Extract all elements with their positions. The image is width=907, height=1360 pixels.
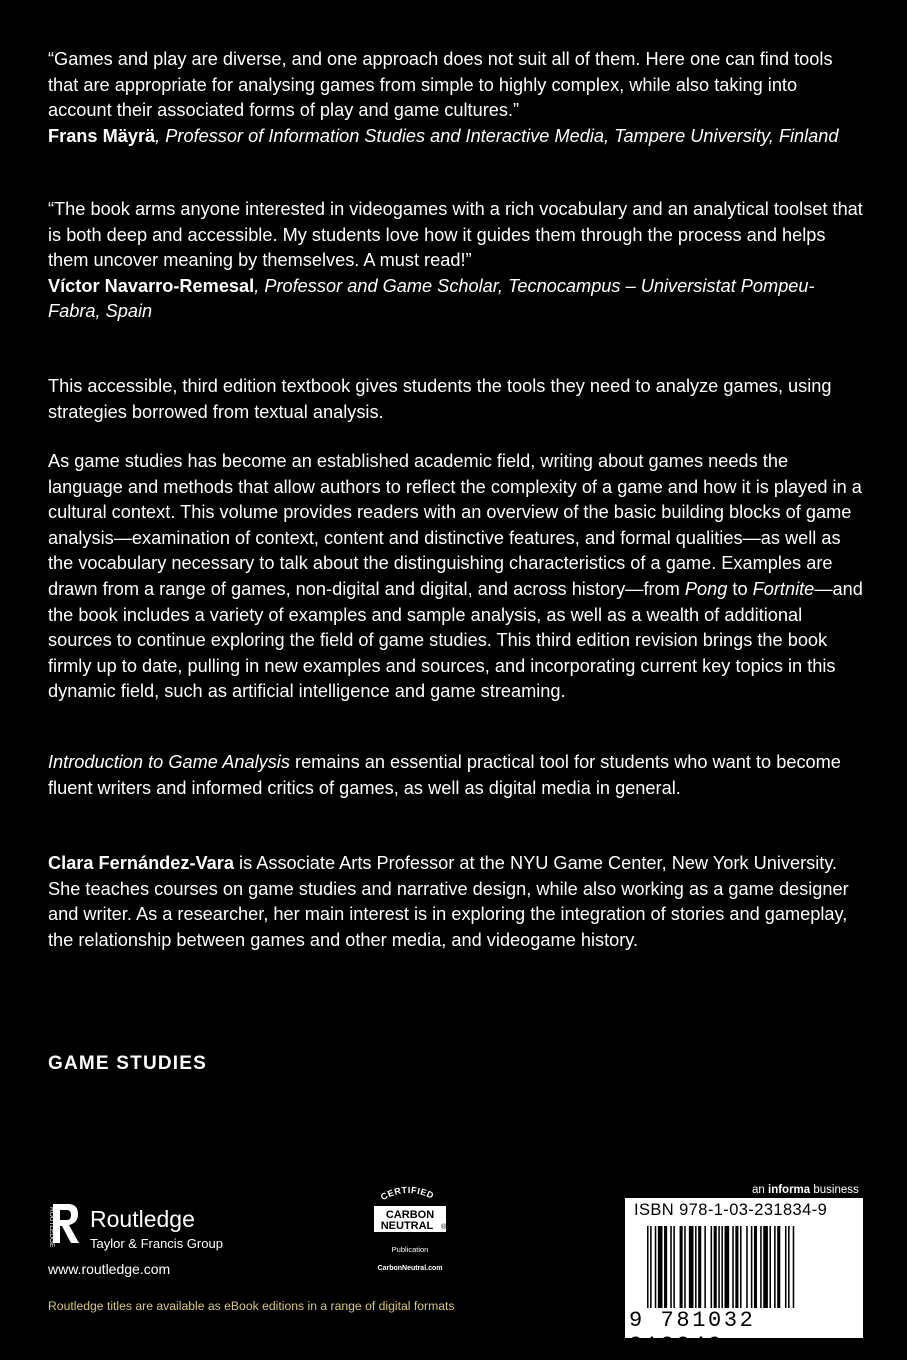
author-bio bbox=[48, 851, 863, 953]
barcode-bar bbox=[684, 1226, 686, 1308]
barcode-bar bbox=[650, 1226, 652, 1308]
quote-text: “Games and play are diverse, and one approach does not suit all of them. Here one can find tools that are appropriate for analysing games from simple to highly complex, while also taking into account their associated forms of play and game cultures.” bbox=[48, 49, 833, 121]
informa-brand: informa bbox=[768, 1184, 811, 1196]
barcode-bar bbox=[769, 1226, 771, 1308]
badge-url: CarbonNeutral.com bbox=[377, 1265, 443, 1272]
badge-carbon: CARBON bbox=[385, 1209, 435, 1221]
barcode-bar bbox=[725, 1226, 730, 1308]
barcode-bar bbox=[777, 1226, 780, 1308]
badge-certified: CERTIFIED bbox=[378, 1184, 436, 1203]
testimonial-2 bbox=[48, 197, 863, 325]
barcode-bar bbox=[670, 1226, 672, 1308]
informa-suffix: business bbox=[810, 1184, 859, 1196]
body-text: —and the book includes a variety of examples and sample analysis, as well as a wealth of additional sources to continue exploring the field of game studies. This third edition revision brings the book firmly up to date, pulling in new examples and sources, and incorporating current key topics in this dynamic field, such as artificial intelligence and game streaming. bbox=[48, 578, 863, 702]
barcode-panel bbox=[625, 1198, 863, 1358]
badge-registered: ® bbox=[441, 1224, 447, 1231]
body-text: to bbox=[727, 578, 753, 599]
quote-author: Frans Mäyrä bbox=[48, 125, 156, 146]
informa-tagline bbox=[752, 1184, 859, 1196]
badge-neutral: NEUTRAL bbox=[380, 1220, 434, 1232]
testimonial-1 bbox=[48, 47, 863, 149]
barcode-bar bbox=[704, 1226, 706, 1308]
barcode-bar bbox=[714, 1226, 717, 1308]
barcode-bar bbox=[785, 1226, 787, 1308]
barcode-bar bbox=[793, 1226, 795, 1308]
publisher-url: www.routledge.com bbox=[48, 1261, 171, 1277]
barcode-bar bbox=[774, 1226, 776, 1308]
barcode-bar bbox=[740, 1226, 742, 1308]
logo-lettering: ROUTLEDGE bbox=[48, 1207, 55, 1248]
description-intro: This accessible, third edition textbook gives students the tools they need to analyze games, using strategies borrowed from textual analysis. bbox=[48, 376, 832, 422]
quote-author: Víctor Navarro-Remesal bbox=[48, 275, 255, 296]
barcode-bar bbox=[751, 1226, 753, 1308]
description-closing bbox=[48, 750, 863, 801]
isbn-label: ISBN 978-1-03-231834-9 bbox=[634, 1201, 828, 1219]
publisher-group: Taylor & Francis Group bbox=[90, 1236, 223, 1251]
game-title-pong: Pong bbox=[684, 578, 728, 599]
barcode-bar bbox=[721, 1226, 723, 1308]
barcode-bar bbox=[658, 1226, 663, 1308]
barcode-bar bbox=[673, 1226, 675, 1308]
barcode-bar bbox=[735, 1226, 738, 1308]
description-body bbox=[48, 449, 863, 705]
author-name: Clara Fernández-Vara bbox=[48, 853, 234, 873]
barcode-icon bbox=[625, 1222, 863, 1312]
barcode-bar bbox=[760, 1226, 762, 1308]
bio-text: is Associate Arts Professor at the NYU Game Center, New York University. She teaches courses on game studies and narrative design, while also working as a game designer and writer. As a researcher, her main interest is in exploring the integration of stories and gameplay, the relationship between games and other media, and videogame history. bbox=[48, 853, 849, 950]
book-title: Introduction to Game Analysis bbox=[48, 752, 290, 772]
carbon-neutral-badge-icon bbox=[352, 1177, 464, 1273]
quote-text: “The book arms anyone interested in videogames with a rich vocabulary and an analytical toolset that is both deep and accessible. My students love how it guides them through the process and helps them uncover meaning by themselves. A must read!” bbox=[48, 199, 863, 271]
barcode-number: 9 781032 318349 bbox=[629, 1308, 756, 1358]
barcode-bar bbox=[655, 1226, 657, 1308]
barcode-bar bbox=[754, 1226, 757, 1308]
ebook-note: Routledge titles are available as eBook editions in a range of digital formats bbox=[48, 1299, 455, 1313]
game-title-fortnite: Fortnite bbox=[752, 578, 815, 599]
quote-affiliation: , Professor and Game Scholar, Tecnocampus – Universistat Pompeu-Fabra, Spain bbox=[48, 275, 815, 322]
quote-affiliation: , Professor of Information Studies and Interactive Media, Tampere University, Finland bbox=[155, 125, 839, 146]
barcode-bar bbox=[689, 1226, 694, 1308]
barcode-bar bbox=[698, 1226, 701, 1308]
barcode-bar bbox=[732, 1226, 734, 1308]
badge-publication: Publication bbox=[391, 1245, 429, 1254]
barcode-bar bbox=[680, 1226, 683, 1308]
barcode-bar bbox=[711, 1226, 713, 1308]
informa-prefix: an bbox=[752, 1184, 768, 1196]
series-label: GAME STUDIES bbox=[48, 1053, 208, 1074]
barcode-bar bbox=[695, 1226, 697, 1308]
barcode-bar bbox=[788, 1226, 790, 1308]
routledge-logo-icon bbox=[44, 1201, 82, 1259]
barcode-bar bbox=[763, 1226, 768, 1308]
barcode-bar bbox=[647, 1226, 649, 1308]
barcode-bar bbox=[664, 1226, 667, 1308]
body-text: remains an essential practical tool for students who want to become fluent writers and informed critics of games, as well as digital media in general. bbox=[48, 752, 841, 798]
publisher-name: Routledge bbox=[90, 1206, 195, 1232]
svg-text:CERTIFIED bbox=[379, 1185, 436, 1202]
body-text: As game studies has become an established academic field, writing about games needs the language and methods that allow authors to reflect the complexity of a game and how it is played in a cultural context. This volume provides readers with an overview of the basic building blocks of game analysis—examination of context, content and distinctive features, and formal qualities—as well as the vocabulary necessary to talk about the distinguishing characteristics of a game. Examples are drawn from a range of games, non-digital and digital, and across history—from bbox=[48, 451, 862, 599]
barcode-bar bbox=[718, 1226, 720, 1308]
barcode-bar bbox=[746, 1226, 748, 1308]
